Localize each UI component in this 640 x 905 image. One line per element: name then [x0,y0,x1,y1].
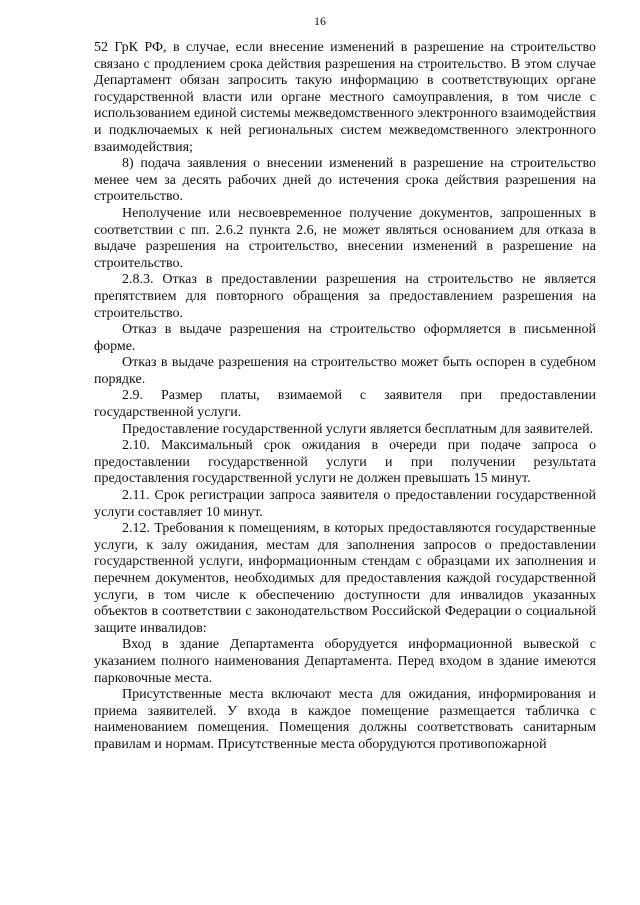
paragraph: 2.8.3. Отказ в предоставлении разрешения на строительство не является препятствием для повторного обращения за предоставлением разрешения на строительство. [94,272,596,321]
paragraph: Неполучение или несвоевременное получение документов, запрошенных в соответствии с пп. 2.6.2 пункта 2.6, не может являться основанием для отказа в выдаче разрешения на строительство, внесении изменений в разрешение на строительство. [94,205,596,271]
paragraph: Отказ в выдаче разрешения на строительство оформляется в письменной форме. [94,322,596,354]
paragraph: Присутственные места включают места для ожидания, информирования и приема заявителей. У входа в каждое помещение размещается табличка с наименованием помещения. Помещения должны соответствовать санитарным правилам и нормам. Присутственные места оборудуются противопожарной [94,687,596,752]
paragraph: 52 ГрК РФ, в случае, если внесение изменений в разрешение на строительство связано с продлением срока действия разрешения на строительство. В этом случае Департамент обязан запросить такую информацию в соответствующих органе государственной власти или органе местного самоуправления, в том числе с использованием единой системы межведомственного электронного взаимодействия и подключаемых к ней региональных систем межведомственного электронного взаимодействия; [94,40,596,155]
paragraph: 2.10. Максимальный срок ожидания в очереди при подаче запроса о предоставлении государственной услуги и при получении результата предоставления государственной услуги не должен превышать 15 минут. [94,438,596,487]
paragraph: 2.12. Требования к помещениям, в которых предоставляются государственные услуги, к залу ожидания, местам для заполнения запросов о предоставлении государственной услуги, информационным стендам с образцами их заполнения и перечнем документов, необходимых для предоставления каждой государственной услуги, в том числе к обеспечению доступности для инвалидов указанных объектов в соответствии с законодательством Российской Федерации о социальной защите инвалидов: [94,521,596,636]
page-body [94,40,596,754]
paragraph: Предоставление государственной услуги является бесплатным для заявителей. [122,421,594,437]
paragraph: Отказ в выдаче разрешения на строительство может быть оспорен в судебном порядке. [94,355,596,387]
page-number: 16 [314,14,326,28]
paragraph: Вход в здание Департамента оборудуется информационной вывеской с указанием полного наименования Департамента. Перед входом в здание имеются парковочные места. [94,637,596,686]
paragraph: 2.11. Срок регистрации запроса заявителя о предоставлении государственной услуги составляет 10 минут. [94,488,596,520]
paragraph: 8) подача заявления о внесении изменений в разрешение на строительство менее чем за десять рабочих дней до истечения срока действия разрешения на строительство. [94,156,596,205]
paragraph: 2.9. Размер платы, взимаемой с заявителя при предоставлении государственной услуги. [94,388,596,421]
